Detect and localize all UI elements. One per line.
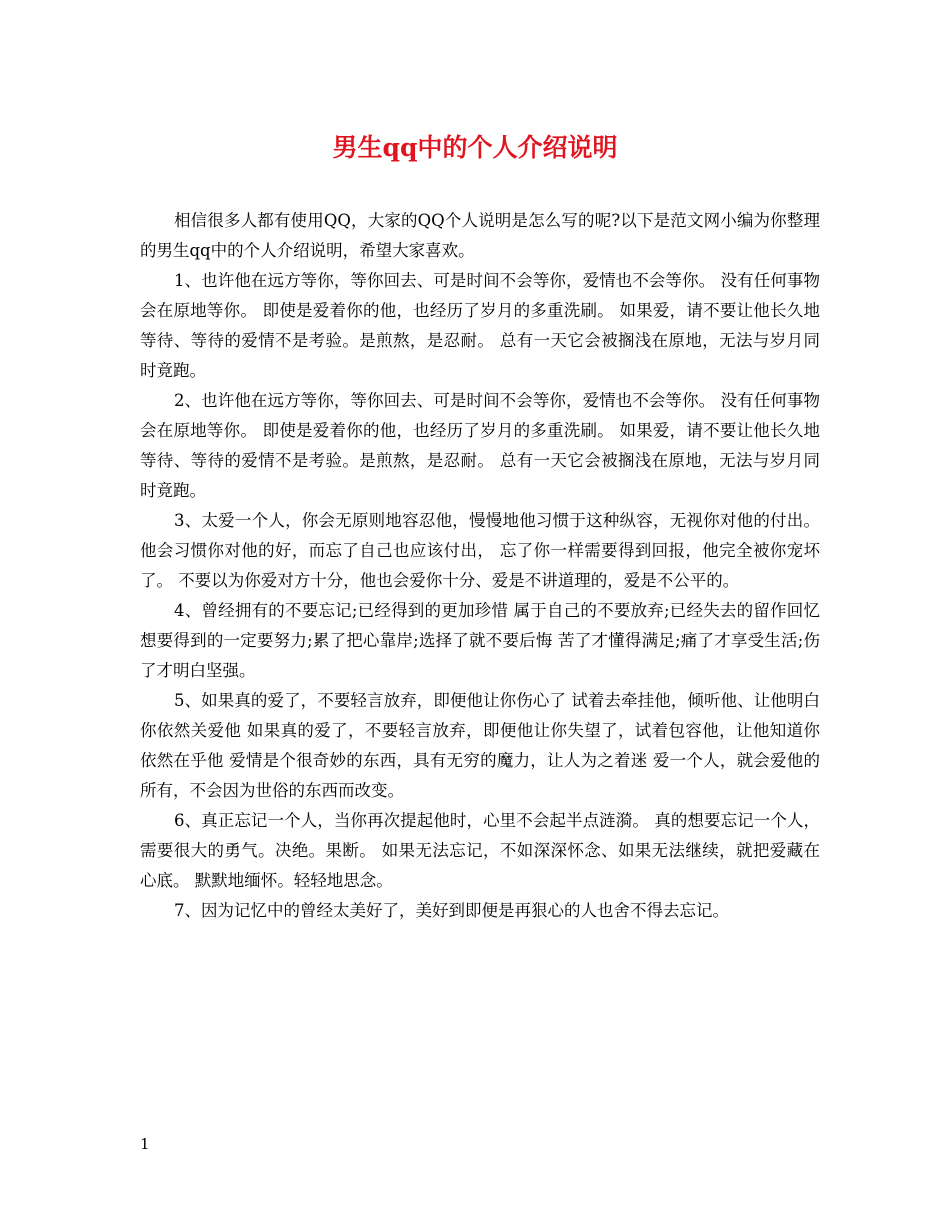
paragraph-2: 2、也许他在远方等你，等你回去、可是时间不会等你，爱情也不会等你。 没有任何事物会在原地等你。 即使是爱着你的他，也经历了岁月的多重洗刷。 如果爱，请不要让他长久地等待、等待的爱情不是考验。是煎熬，是忍耐。 总有一天它会被搁浅在原地，无法与岁月同时竟跑。 <box>140 391 820 500</box>
paragraph-1: 1、也许他在远方等你，等你回去、可是时间不会等你，爱情也不会等你。 没有任何事物会在原地等你。 即使是爱着你的他，也经历了岁月的多重洗刷。 如果爱，请不要让他长久地等待、等待的爱情不是考验。是煎熬，是忍耐。 总有一天它会被搁浅在原地，无法与岁月同时竟跑。 <box>140 271 820 380</box>
document-body <box>140 206 820 926</box>
paragraph-6: 6、真正忘记一个人，当你再次提起他时，心里不会起半点涟漪。 真的想要忘记一个人，需要很大的勇气。决绝。果断。 如果无法忘记，不如深深怀念、如果无法继续，就把爱藏在心底。 默默地缅怀。轻轻地思念。 <box>140 811 820 890</box>
paragraph-3: 3、太爱一个人，你会无原则地容忍他，慢慢地他习惯于这种纵容，无视你对他的付出。 他会习惯你对他的好，而忘了自己也应该付出， 忘了你一样需要得到回报，他完全被你宠坏了。 不要以为你爱对方十分，他也会爱你十分、爱是不讲道理的，爱是不公平的。 <box>140 511 820 590</box>
intro-paragraph: 相信很多人都有使用QQ，大家的QQ个人说明是怎么写的呢?以下是范文网小编为你整理的男生qq中的个人介绍说明，希望大家喜欢。 <box>140 211 820 260</box>
page-number: 1 <box>140 1135 150 1153</box>
document-title: 男生qq中的个人介绍说明 <box>332 133 618 162</box>
paragraph-5: 5、如果真的爱了，不要轻言放弃，即便他让你伤心了 试着去牵挂他，倾听他、让他明白你依然关爱他 如果真的爱了，不要轻言放弃，即便他让你失望了，试着包容他，让他知道你依然在乎他 爱情是个很奇妙的东西，具有无穷的魔力，让人为之着迷 爱一个人，就会爱他的所有，不会因为世俗的东西而改变。 <box>140 691 820 800</box>
paragraph-7: 7、因为记忆中的曾经太美好了，美好到即便是再狠心的人也舍不得去忘记。 <box>174 901 729 920</box>
paragraph-4: 4、曾经拥有的不要忘记;已经得到的更加珍惜 属于自己的不要放弃;已经失去的留作回忆 想要得到的一定要努力;累了把心靠岸;选择了就不要后悔 苦了才懂得满足;痛了才享受生活;伤了才明白坚强。 <box>140 601 820 680</box>
